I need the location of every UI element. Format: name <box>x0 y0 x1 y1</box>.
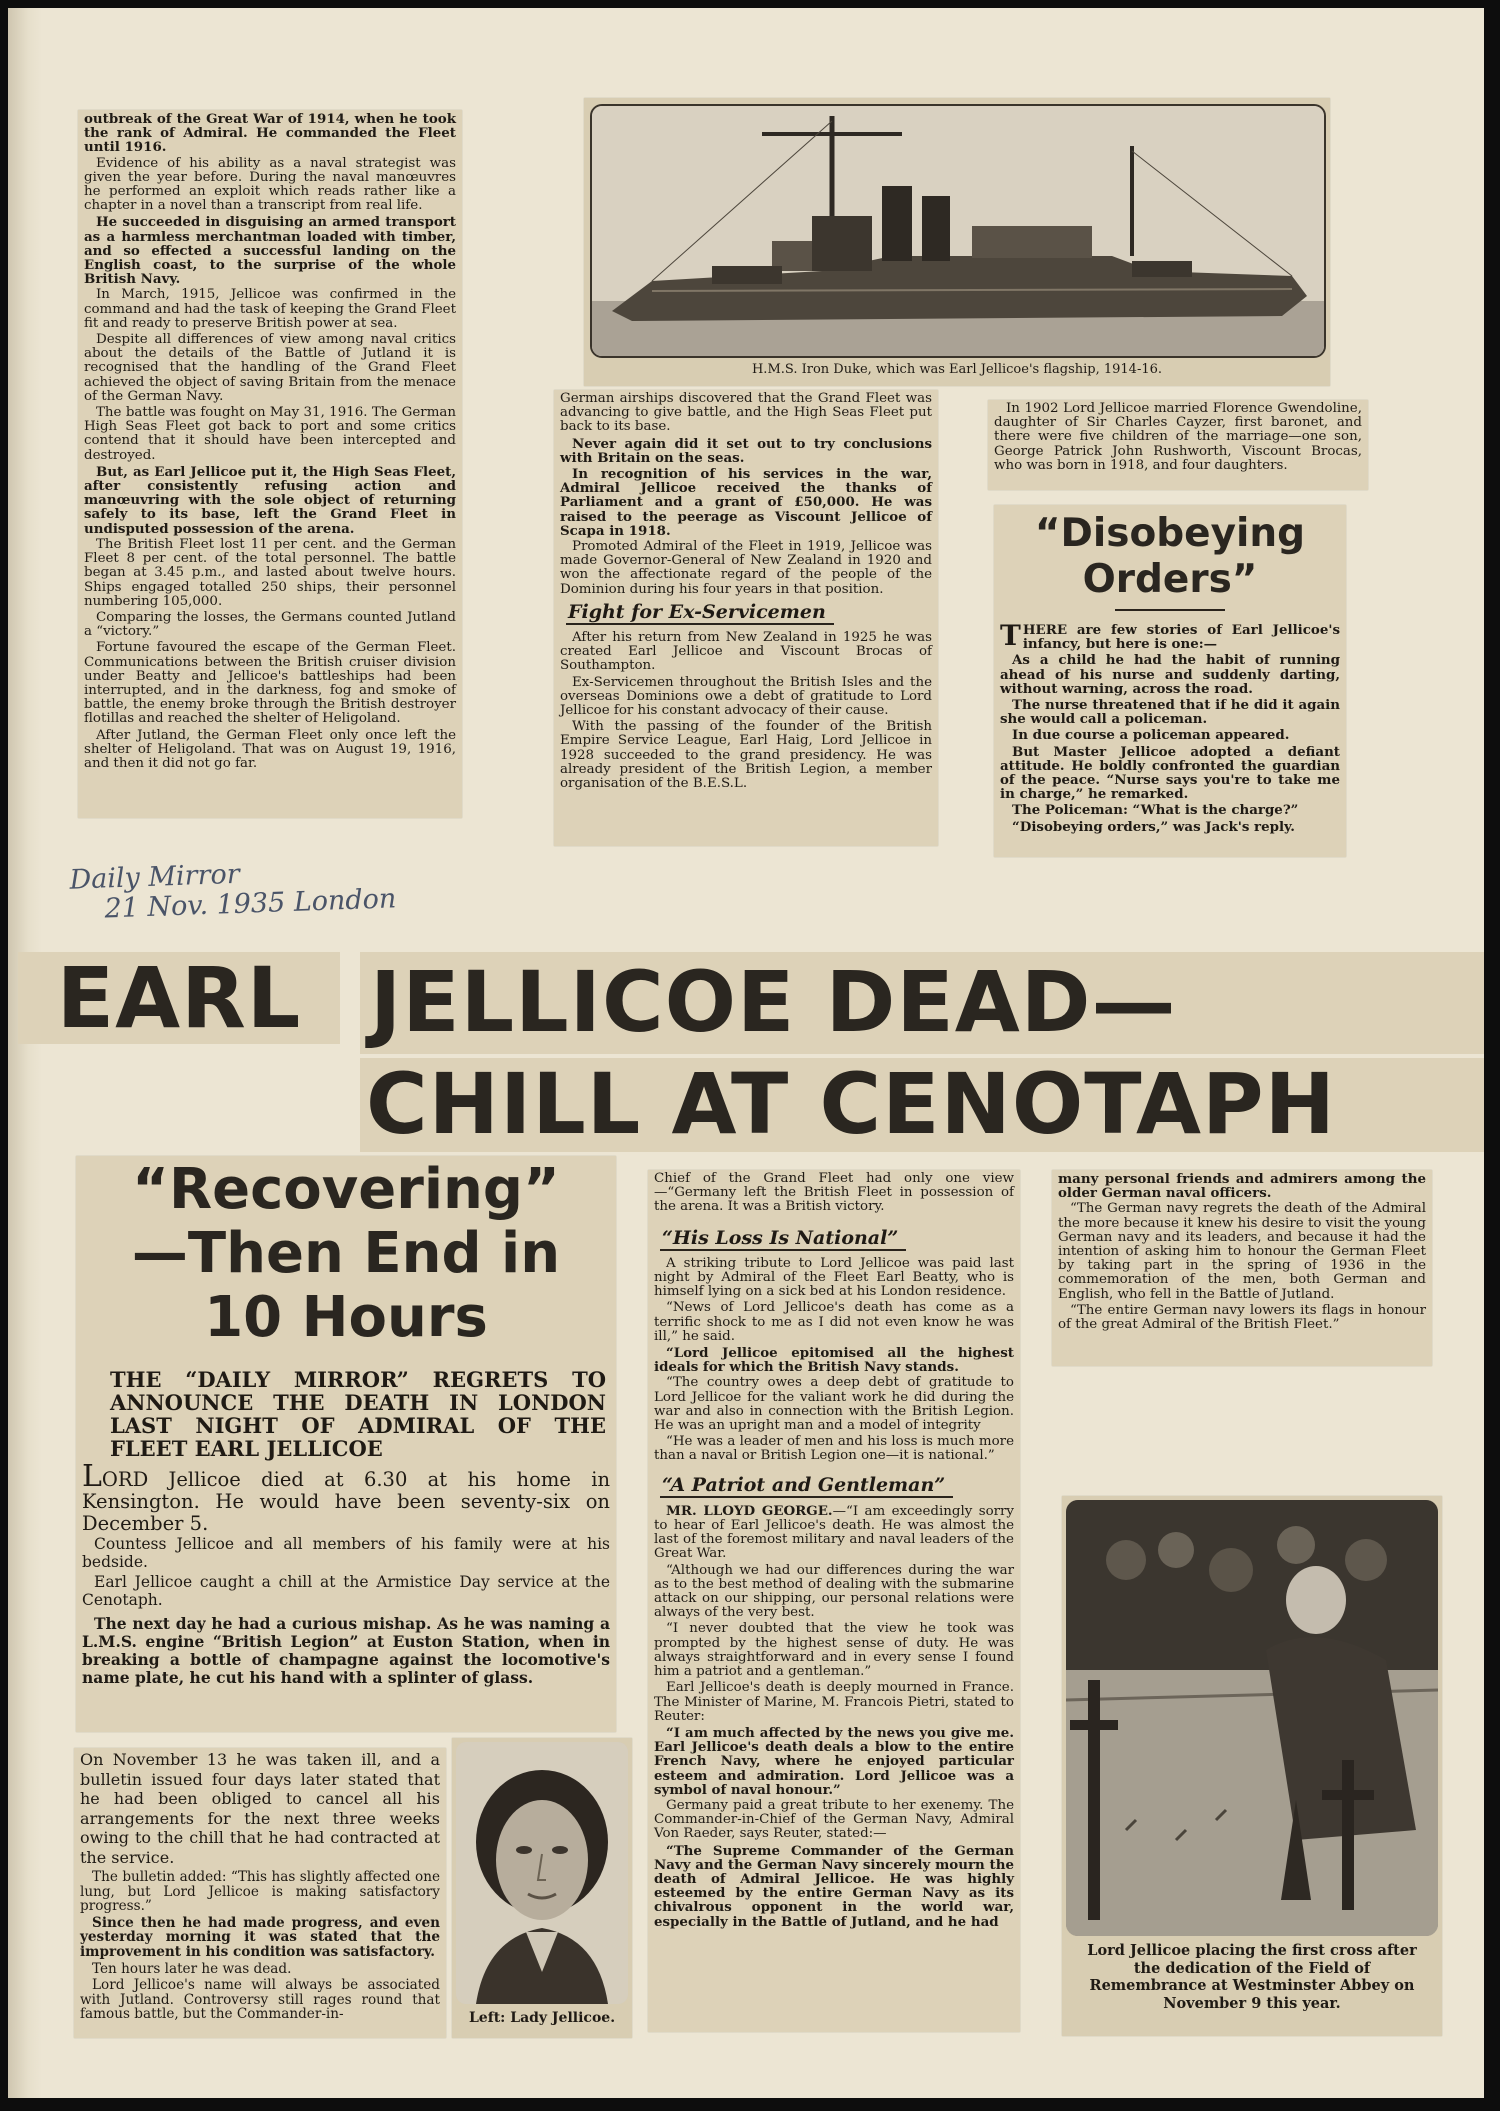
lady-jellicoe-photo <box>456 1742 628 2004</box>
bulletin-para: The bulletin added: “This has slightly affected one lung, but Lord Jellicoe is making satisfactory progress.” <box>80 1869 440 1915</box>
tribute-para: “News of Lord Jellicoe's death has come as a terrific shock to me as I did not even know he was ill,” he said. <box>654 1300 1014 1344</box>
field-of-remembrance-photo <box>1066 1500 1438 1936</box>
recovering-line3: 10 Hours <box>204 1285 488 1350</box>
tribute-para: Earl Jellicoe's death is deeply mourned in France. The Minister of Marine, M. Francois Pietri, stated to Reuter: <box>654 1680 1014 1724</box>
cross-planting-illustration <box>1066 1500 1438 1936</box>
col1-para: In March, 1915, Jellicoe was confirmed in the command and had the task of keeping the Grand Fleet fit and ready to preserve British power at sea. <box>84 287 456 331</box>
recovering-para: Earl Jellicoe caught a chill at the Armistice Day service at the Cenotaph. <box>82 1573 610 1609</box>
tribute-para: “The Supreme Commander of the German Navy and the German Navy sincerely mourn the death of Admiral Jellicoe. He was highly esteemed by the entire German Navy as its chivalrous opponent in the world war, especially in the Battle of Jutland, and he had <box>654 1842 1014 1930</box>
lady-jellicoe-photo-clipping <box>452 1738 632 2038</box>
subhead-a-patriot-and-gentleman: “A Patriot and Gentleman” <box>660 1478 953 1498</box>
ship-photo-clipping <box>584 98 1330 386</box>
col1-para: After Jutland, the German Fleet only once left the shelter of Heligoland. That was on August 19, 1916, and then it did not go far. <box>84 727 456 771</box>
col2-para: Ex-Servicemen throughout the British Isles and the overseas Dominions owe a debt of gratitude to Lord Jellicoe for his constant advocacy of their cause. <box>560 674 932 719</box>
portrait-illustration <box>456 1742 628 2004</box>
disobeying-title-line2: Orders” <box>1082 557 1258 602</box>
disobeying-para: In due course a policeman appeared. <box>1012 727 1290 744</box>
announce-text: THE “DAILY MIRROR” REGRETS TO ANNOUNCE THE DEATH IN LONDON LAST NIGHT OF ADMIRAL OF THE FLEET EARL JELLICOE <box>110 1367 606 1461</box>
clipping-tributes <box>648 1170 1020 2032</box>
clipping-peerage-column <box>554 390 938 846</box>
tribute-para: “I am much affected by the news you give me. Earl Jellicoe's death deals a blow to the entire French Navy, where he enjoyed particular esteem and admiration. Lord Jellicoe was a symbol of naval honour.” <box>654 1724 1014 1798</box>
clipping-german-navy <box>1052 1170 1432 1366</box>
dropcap-l: L <box>82 1459 102 1494</box>
disobeying-title-line1: “Disobeying <box>1034 511 1306 556</box>
disobeying-para: As a child he had the habit of running ahead of his nurse and suddenly darting, without warning, across the road. <box>1000 652 1340 697</box>
field-of-remembrance-caption: Lord Jellicoe placing the first cross after the dedication of the Field of Remembrance at Westminster Abbey on November 9 this year. <box>1087 1942 1417 2012</box>
handwritten-line2: 21 Nov. 1935 London <box>104 883 397 925</box>
col2-para: Never again did it set out to try conclusions with Britain on the seas. <box>560 435 932 466</box>
ship-photo <box>590 104 1326 358</box>
recovering-line2: —Then End in <box>131 1221 561 1286</box>
handwritten-line1: Daily Mirror <box>69 858 241 896</box>
col1-para: outbreak of the Great War of 1914, when he took the rank of Admiral. He commanded the Fleet until 1916. <box>84 111 456 156</box>
col1-para: Comparing the losses, the Germans counted Jutland a “victory.” <box>84 609 456 640</box>
divider <box>1115 609 1225 611</box>
col2-para: After his return from New Zealand in 1925 he was created Earl Jellicoe and Viscount Brocas of Southampton. <box>560 630 932 674</box>
page-spine <box>8 8 42 2098</box>
recovering-line1: “Recovering” <box>132 1157 560 1222</box>
col2-para: German airships discovered that the Grand Fleet was advancing to give battle, and the High Seas Fleet put back to its base. <box>560 391 932 435</box>
tribute-para: “The country owes a deep debt of gratitude to Lord Jellicoe for the valiant work he did during the war and also in connection with the British Legion. He was an upright man and a model of integrity <box>654 1375 1014 1434</box>
bulletin-para: Since then he had made progress, and even yesterday morning it was stated that the improvement in his condition was satisfactory. <box>80 1914 440 1960</box>
german-para: “The entire German navy lowers its flags in honour of the great Admiral of the British Fleet.” <box>1058 1302 1426 1333</box>
ship-photo-caption: H.M.S. Iron Duke, which was Earl Jellicoe's flagship, 1914-16. <box>751 362 1163 377</box>
clipping-marriage <box>988 400 1368 490</box>
col1-para: Despite all differences of view among naval critics about the details of the Battle of Jutland it is recognised that the handling of the Grand Fleet achieved the object of saving Britain from the menace of the German Navy. <box>84 332 456 404</box>
bulletin-para: Ten hours later he was dead. <box>92 1960 292 1977</box>
tribute-para: “I never doubted that the view he took was prompted by the highest sense of duty. He was always straightforward and in every sense I found him a patriot and a gentleman.” <box>654 1621 1014 1680</box>
clipping-bulletin <box>74 1748 446 2038</box>
col1-para: The battle was fought on May 31, 1916. The German High Seas Fleet got back to port and some critics contend that it should have been intercepted and destroyed. <box>84 405 456 463</box>
col1-para: The British Fleet lost 11 per cent. and the German Fleet 8 per cent. of the total personnel. The battle began at 3.45 p.m., and lasted about twelve hours. Ships engaged totalled 250 ships, their personnel numbering 105,000. <box>84 536 456 609</box>
german-para: “The German navy regrets the death of the Admiral the more because it knew his desire to visit the young German navy and its leaders, and because it had the intention of asking him to honour the German Fleet by taking part in the spring of 1936 in the commemoration of the men, both German and English, who fell in the Battle of Jutland. <box>1058 1201 1426 1302</box>
handwritten-source-note <box>69 854 397 925</box>
col1-para: He succeeded in disguising an armed transport as a harmless merchantman loaded with timber, and so effected a successful landing on the English coast, to the surprise of the whole British Navy. <box>84 214 456 288</box>
clipping-jutland-column <box>78 110 462 818</box>
recovering-mishap: The next day he had a curious mishap. As he was naming a L.M.S. engine “British Legion” at Euston Station, when in breaking a bottle of champagne against the locomotive's name plate, he cut his hand with a splinter of glass. <box>82 1614 610 1687</box>
headline-chill-at-cenotaph: CHILL AT CENOTAPH <box>360 1058 1484 1152</box>
disobeying-para: “Disobeying orders,” was Jack's reply. <box>1012 818 1295 835</box>
col2-para: In recognition of his services in the war, Admiral Jellicoe received the thanks of Parliament and a grant of £50,000. He was raised to the peerage as Viscount Jellicoe of Scapa in 1918. <box>560 466 932 539</box>
lady-jellicoe-caption: Left: Lady Jellicoe. <box>468 2010 616 2026</box>
recovering-lead: ORD Jellicoe died at 6.30 at his home in Kensington. He would have been seventy-six on December 5. <box>82 1468 610 1535</box>
dropcap-t: T <box>1000 619 1021 652</box>
subhead-his-loss-is-national: “His Loss Is National” <box>660 1231 906 1251</box>
headline-earl: EARL <box>18 952 340 1044</box>
field-of-remembrance-clipping <box>1062 1496 1442 2036</box>
disobeying-para: The nurse threatened that if he did it again she would call a policeman. <box>1000 697 1340 728</box>
col1-para: Fortune favoured the escape of the German Fleet. Communications between the British cruiser division under Beatty and Jellicoe's battleships had been interrupted, and in the darkness, fog and smoke of battle, the enemy broke through the British destroyer flotillas and reached the shelter of Heligoland. <box>84 640 456 727</box>
scrapbook-page <box>8 8 1484 2098</box>
marriage-text: In 1902 Lord Jellicoe married Florence Gwendoline, daughter of Sir Charles Cayzer, first baronet, and there were five children of the marriage—one son, George Patrick John Rushworth, Viscount Brocas, who was born in 1918, and four daughters. <box>994 401 1362 473</box>
col1-para: But, as Earl Jellicoe put it, the High Seas Fleet, after consistently refusing action and manœuvring with the sole object of returning safely to its base, left the Grand Fleet in undisputed possession of the arena. <box>84 463 456 537</box>
tribute-para: A striking tribute to Lord Jellicoe was paid last night by Admiral of the Fleet Earl Beatty, who is himself lying on a sick bed at his London residence. <box>654 1255 1014 1300</box>
tribute-para: “He was a leader of men and his loss is much more than a naval or British Legion one—it is national.” <box>654 1434 1014 1464</box>
lloyd-george-name: MR. LLOYD GEORGE. <box>666 1502 833 1519</box>
col1-para: Evidence of his ability as a naval strategist was given the year before. During the naval manœuvres he performed an exploit which reads rather like a chapter in a novel than a transcript from real life. <box>84 155 456 214</box>
german-top: many personal friends and admirers among the older German naval officers. <box>1058 1171 1426 1202</box>
tribute-para: “Lord Jellicoe epitomised all the highest ideals for which the British Navy stands. <box>654 1345 1014 1376</box>
tribute-para: “Although we had our differences during the war as to the best method of dealing with the submarine attack on our shipping, our personal relations were always of the very best. <box>654 1562 1014 1621</box>
subhead-fight-for-ex-servicemen: Fight for Ex-Servicemen <box>566 605 834 625</box>
lloyd-george-text: —“I am exceedingly sorry to hear of Earl Jellicoe's death. He was almost the last of the foremost military and naval leaders of the Great War. <box>654 1503 1014 1562</box>
col2-para: Promoted Admiral of the Fleet in 1919, Jellicoe was made Governor-General of New Zealand in 1920 and won the affectionate regard of the people of the Dominion during his four years in that position. <box>560 539 932 597</box>
disobeying-first: HERE are few stories of Earl Jellicoe's infancy, but here is one:— <box>1022 622 1340 653</box>
headline-jellicoe-dead: JELLICOE DEAD— <box>360 952 1484 1054</box>
col2-para: With the passing of the founder of the British Empire Service League, Earl Haig, Lord Jellicoe in 1928 succeeded to the grand presidency. He was already president of the British Legion, a member organisation of the B.E.S.L. <box>560 719 932 792</box>
tribute-top: Chief of the Grand Fleet had only one view—“Germany left the British Fleet in possession of the arena. It was a British victory. <box>654 1171 1014 1215</box>
clipping-disobeying-orders <box>994 505 1346 857</box>
disobeying-para: But Master Jellicoe adopted a defiant attitude. He boldly confronted the guardian of the peace. “Nurse says you're to take me in charge,” he remarked. <box>1000 743 1340 803</box>
clipping-recovering <box>76 1156 616 1732</box>
tribute-para: Germany paid a great tribute to her exenemy. The Commander-in-Chief of the German Navy, Admiral Von Raeder, says Reuter, stated:— <box>654 1797 1014 1842</box>
disobeying-para: The Policeman: “What is the charge?” <box>1012 802 1299 819</box>
bulletin-lead: On November 13 he was taken ill, and a bulletin issued four days later stated that he had been obliged to cancel all his arrangements for the next three weeks owing to the chill that he had contracted at the service. <box>80 1750 440 1867</box>
battleship-illustration <box>592 106 1324 356</box>
recovering-para: Countess Jellicoe and all members of his family were at his bedside. <box>82 1535 610 1571</box>
bulletin-para: Lord Jellicoe's name will always be associated with Jutland. Controversy still rages round that famous battle, but the Commander-in- <box>80 1977 440 2023</box>
